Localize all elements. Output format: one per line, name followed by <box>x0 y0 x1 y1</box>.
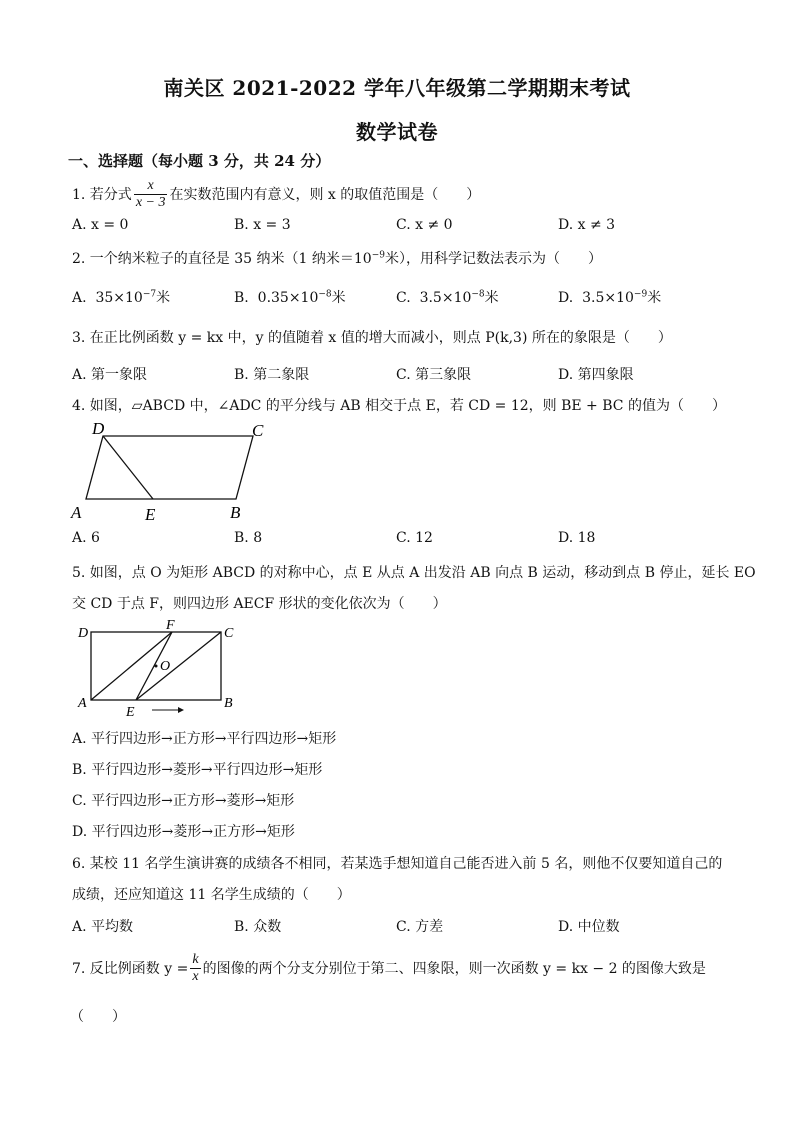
q6-option-c: C. 方差 <box>396 919 444 935</box>
q4-option-a: A. 6 <box>72 530 100 546</box>
q4-label-e: E <box>145 505 156 524</box>
q2-option-d-base: 3.5×10 <box>582 290 634 306</box>
q5-option-b: B. 平行四边形→菱形→平行四边形→矩形 <box>72 762 323 778</box>
q5-label-e: E <box>126 705 135 720</box>
question-1 <box>72 176 480 212</box>
question-5-line-2: 交 CD 于点 F，则四边形 AECF 形状的变化依次为（ ） <box>72 596 447 612</box>
q4-label-a: A <box>71 503 82 522</box>
q4-label-b: B <box>230 503 241 522</box>
q5-label-o: O <box>160 659 171 674</box>
q4-bisector-de <box>103 436 153 499</box>
q3-option-d: D. 第四象限 <box>558 367 634 383</box>
q2-option-c-exp: −8 <box>471 289 485 300</box>
q5-label-a: A <box>78 696 87 711</box>
q5-label-d: D <box>78 626 89 641</box>
q1-option-c: C. x ≠ 0 <box>396 217 453 233</box>
q2-option-c-base: 3.5×10 <box>419 290 472 306</box>
q4-label-d: D <box>92 419 105 438</box>
q2-option-a <box>72 287 170 307</box>
q5-arrow-head <box>178 707 184 713</box>
question-6-line-1: 6. 某校 11 名学生演讲赛的成绩各不相同，若某选手想知道自己能否进入前 5 名，则他不仅要知道自己的 <box>72 856 723 872</box>
q2-option-a-unit: 米 <box>156 290 171 306</box>
q2-stem-b: 米），用科学记数法表示为（ ） <box>384 251 602 267</box>
q1-frac-numerator: x <box>134 178 168 194</box>
q2-option-a-exp: −7 <box>142 289 157 300</box>
q2-option-b-label: B. <box>234 290 249 306</box>
q5-option-a: A. 平行四边形→正方形→平行四边形→矩形 <box>72 731 337 747</box>
q3-option-c: C. 第三象限 <box>396 367 472 383</box>
question-6-line-2: 成绩，还应知道这 11 名学生成绩的（ ） <box>72 887 351 903</box>
q2-option-d <box>558 287 661 307</box>
q7-answer-paren: （ ） <box>70 1009 126 1025</box>
q2-option-d-label: D. <box>558 290 574 306</box>
question-5-line-1: 5. 如图，点 O 为矩形 ABCD 的对称中心，点 E 从点 A 出发沿 AB 向点 B 运动，移动到点 B 停止，延长 EO <box>72 565 756 581</box>
q1-stem-post: 在实数范围内有意义，则 x 的取值范围是（ ） <box>169 187 481 203</box>
q4-label-c: C <box>252 421 264 440</box>
q7-frac-numerator: k <box>192 952 199 968</box>
q2-option-a-label: A. <box>72 290 87 306</box>
q2-option-d-exp: −9 <box>633 289 648 300</box>
exam-subtitle: 数学试卷 <box>356 120 438 144</box>
q7-frac-denominator: x <box>192 968 199 984</box>
q4-option-c: C. 12 <box>396 530 433 546</box>
q2-option-b-exp: −8 <box>318 289 332 300</box>
q6-option-d: D. 中位数 <box>558 919 620 935</box>
q1-option-d: D. x ≠ 3 <box>558 217 616 233</box>
q3-option-b: B. 第二象限 <box>234 367 310 383</box>
exam-title: 南关区 2021-2022 学年八年级第二学期期末考试 <box>163 76 631 100</box>
question-3: 3. 在正比例函数 y = kx 中，y 的值随着 x 值的增大而减小，则点 P(k,3) 所在的象限是（ ） <box>72 330 672 346</box>
q4-parallelogram-figure <box>66 418 276 526</box>
q5-label-b: B <box>224 696 233 711</box>
q2-option-a-base: 35×10 <box>95 290 143 306</box>
q4-option-b: B. 8 <box>234 530 263 546</box>
q5-option-c: C. 平行四边形→正方形→菱形→矩形 <box>72 793 295 809</box>
section-heading: 一、选择题（每小题 3 分，共 24 分） <box>68 152 331 170</box>
q3-option-a: A. 第一象限 <box>72 367 148 383</box>
q5-center-point <box>155 665 158 668</box>
q2-option-c <box>396 287 499 307</box>
q1-stem-pre: 1. 若分式 <box>72 187 132 203</box>
q6-option-b: B. 众数 <box>234 919 282 935</box>
q5-label-c: C <box>224 626 234 641</box>
q7-stem-post: 的图像的两个分支分别位于第二、四象限，则一次函数 y = kx − 2 的图像大致是 <box>202 961 706 977</box>
q2-option-c-label: C. <box>396 290 411 306</box>
q2-option-b-unit: 米 <box>331 290 346 306</box>
q2-option-b <box>234 287 346 307</box>
q2-option-b-base: 0.35×10 <box>257 290 319 306</box>
q1-frac-denominator: x − 3 <box>135 194 166 210</box>
q1-option-b: B. x = 3 <box>234 217 291 233</box>
q5-label-f: F <box>166 618 175 633</box>
q2-option-d-unit: 米 <box>647 290 662 306</box>
q1-option-a: A. x = 0 <box>72 217 129 233</box>
q1-fraction <box>134 178 168 210</box>
q5-option-d: D. 平行四边形→菱形→正方形→矩形 <box>72 824 295 840</box>
q7-stem-pre: 7. 反比例函数 y = <box>72 961 189 977</box>
q5-rectangle-figure <box>74 618 244 720</box>
q2-option-c-unit: 米 <box>484 290 499 306</box>
q4-option-d: D. 18 <box>558 530 596 546</box>
q2-stem-a: 2. 一个纳米粒子的直径是 35 纳米（1 纳米＝10 <box>72 251 372 267</box>
q6-option-a: A. 平均数 <box>72 919 134 935</box>
q5-segment-ec <box>136 632 221 700</box>
q7-fraction <box>190 952 200 984</box>
question-2 <box>72 248 602 268</box>
question-7 <box>72 948 706 988</box>
q2-stem-exponent: −9 <box>371 250 385 261</box>
question-4: 4. 如图，▱ABCD 中，∠ADC 的平分线与 AB 相交于点 E，若 CD = 12，则 BE + BC 的值为（ ） <box>72 398 726 414</box>
